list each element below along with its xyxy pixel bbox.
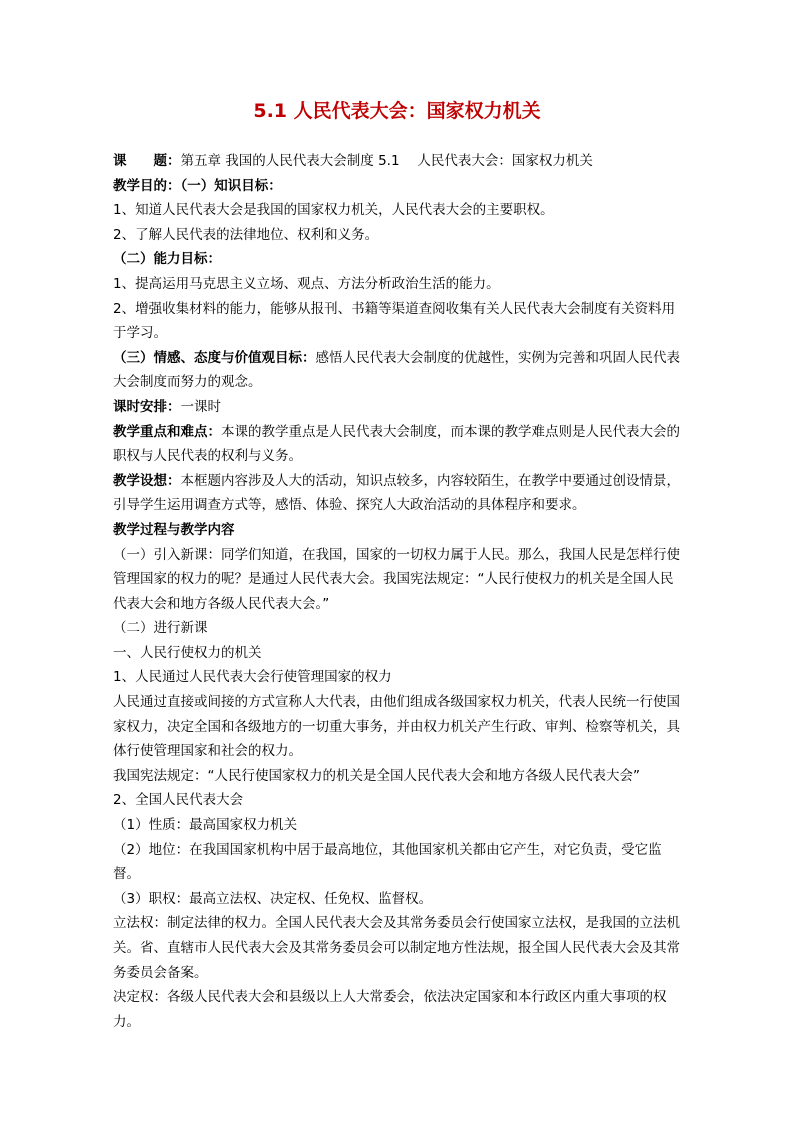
- paragraph-heading: （三）情感、态度与价值观目标：: [113, 349, 316, 366]
- paragraph-text: （一）引入新课：同学们知道，在我国，国家的一切权力属于人民。那么，我国人民是怎样行使管理国家的权力的呢？是通过人民代表大会。我国宪法规定：“人民行使权力的机关是全国人民代表大会和地方各级人民代表大会。”: [113, 546, 680, 612]
- paragraph-text: 一、人民行使权力的机关: [113, 644, 262, 661]
- paragraph: [113, 838, 685, 887]
- paragraph-text: （3）职权：最高立法权、决定权、任免权、监督权。: [113, 890, 433, 907]
- paragraph: [113, 985, 685, 1034]
- paragraph-text: 2、了解人民代表的法律地位、权利和义务。: [113, 226, 379, 243]
- paragraph-text: 1、知道人民代表大会是我国的国家权力机关，人民代表大会的主要职权。: [113, 202, 554, 219]
- paragraph-heading: 教学过程与教学内容: [113, 521, 235, 538]
- paragraph: [113, 543, 685, 617]
- paragraph-text: 第五章 我国的人民代表大会制度 5.1 人民代表大会：国家权力机关: [180, 153, 593, 169]
- paragraph: [113, 174, 685, 199]
- paragraph-text: 2、全国人民代表大会: [113, 792, 244, 809]
- paragraph-text: 1、人民通过人民代表大会行使管理国家的权力: [113, 669, 392, 686]
- paragraph: [113, 641, 685, 666]
- paragraph: [113, 887, 685, 912]
- paragraph: [113, 223, 685, 248]
- paragraph: [113, 518, 685, 543]
- paragraph-text: 1、提高运用马克思主义立场、观点、方法分析政治生活的能力。: [113, 275, 500, 292]
- paragraph: [113, 198, 685, 223]
- document-title: 5.1 人民代表大会：国家权力机关: [253, 100, 541, 122]
- paragraph-text: 决定权：各级人民代表大会和县级以上人大常委会，依法决定国家和本行政区内重大事项的权力。: [113, 989, 667, 1030]
- paragraph-text: 立法权：制定法律的权力。全国人民代表大会及其常务委员会行使国家立法权，是我国的立法机关。省、直辖市人民代表大会及其常务委员会可以制定地方性法规，报全国人民代表大会及其常务委员会备案。: [113, 915, 680, 981]
- paragraph-heading: 课时安排：: [113, 398, 181, 415]
- paragraph: [113, 149, 685, 174]
- paragraph: [113, 247, 685, 272]
- paragraph: [113, 911, 685, 985]
- paragraph: [113, 272, 685, 297]
- paragraph: [113, 297, 685, 346]
- paragraph-heading: 教学重点和难点：: [113, 423, 221, 440]
- paragraph: [113, 764, 685, 789]
- paragraph: [113, 395, 685, 420]
- paragraph-text: 本框题内容涉及人大的活动，知识点较多，内容较陌生，在教学中要通过创设情景，引导学生运用调查方式等，感悟、体验、探究人大政治活动的具体程序和要求。: [113, 472, 680, 514]
- paragraph-text: 我国宪法规定：“人民行使国家权力的机关是全国人民代表大会和地方各级人民代表大会”: [113, 767, 640, 784]
- paragraph: [113, 346, 685, 395]
- paragraph: [113, 616, 685, 641]
- paragraph-text: （1）性质：最高国家权力机关: [113, 817, 298, 834]
- paragraph: [113, 420, 685, 469]
- paragraph-text: 本课的教学重点是人民代表大会制度，而本课的教学难点则是人民代表大会的职权与人民代表的权利与义务。: [113, 423, 680, 465]
- paragraph-text: 人民通过直接或间接的方式宣称人大代表，由他们组成各级国家权力机关，代表人民统一行使国家权力，决定全国和各级地方的一切重大事务，并由权力机关产生行政、审判、检察等机关，具体行使管理国家和社会的权力。: [113, 694, 680, 760]
- paragraph-heading: 教学设想：: [113, 472, 181, 489]
- paragraph: [113, 665, 685, 690]
- paragraph: [113, 469, 685, 518]
- paragraph: [113, 813, 685, 838]
- paragraph: [113, 690, 685, 764]
- paragraph-heading: 课 题：: [113, 153, 181, 169]
- document-body: [113, 149, 685, 1034]
- paragraph-text: 感悟人民代表大会制度的优越性，实例为完善和巩固人民代表大会制度而努力的观念。: [113, 349, 680, 391]
- paragraph-heading: （二）能力目标：: [113, 251, 221, 268]
- paragraph-heading: 教学目的：（一）知识目标：: [113, 177, 282, 194]
- paragraph-text: 一课时: [180, 398, 221, 415]
- paragraph: [113, 788, 685, 813]
- paragraph-text: 2、增强收集材料的能力，能够从报刊、书籍等渠道查阅收集有关人民代表大会制度有关资料用于学习。: [113, 300, 676, 342]
- paragraph-text: （2）地位：在我国国家机构中居于最高地位，其他国家机关都由它产生，对它负责，受它监督。: [113, 841, 662, 883]
- paragraph-text: （二）进行新课: [113, 620, 208, 637]
